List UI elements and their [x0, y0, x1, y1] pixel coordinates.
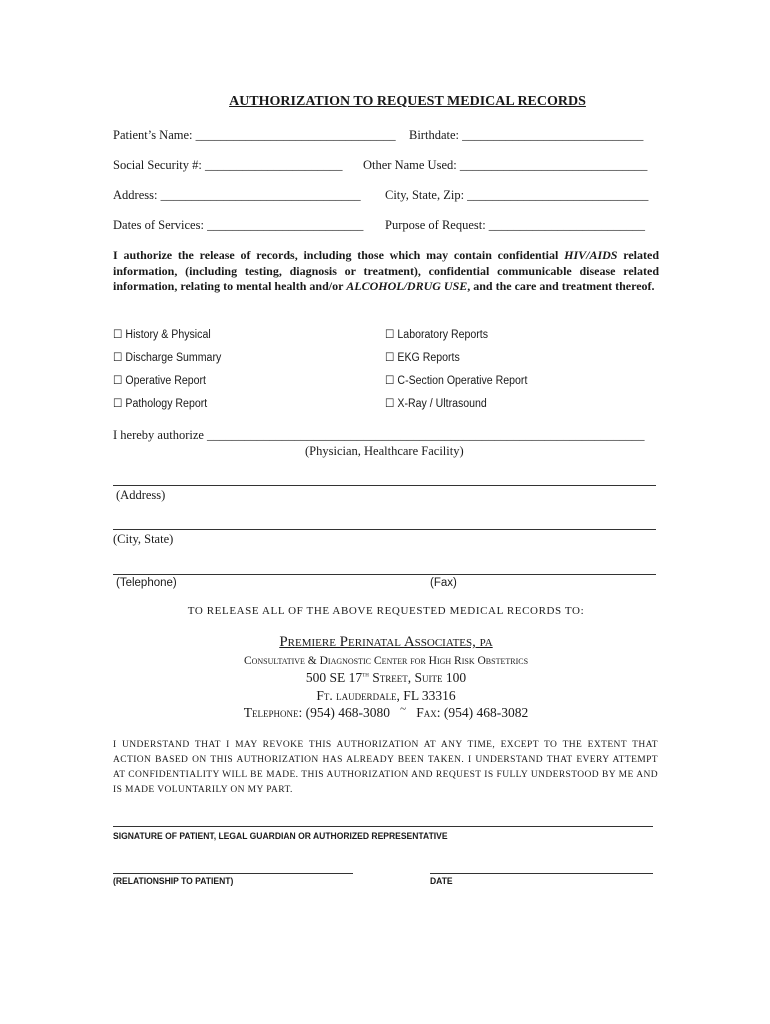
pathology-report-checkbox[interactable]: ☐ Pathology Report	[113, 398, 208, 410]
organization-telephone: Telephone: (954) 468-3080	[243, 705, 391, 720]
ssn-field[interactable]: Social Security #: ______________________	[113, 158, 343, 172]
discharge-summary-checkbox[interactable]: ☐ Discharge Summary	[113, 352, 222, 364]
ekg-reports-checkbox[interactable]: ☐ EKG Reports	[385, 352, 460, 364]
city-state-zip-field[interactable]: City, State, Zip: _____________________________	[385, 188, 649, 202]
address-line[interactable]	[113, 485, 656, 486]
organization-name: Premiere Perinatal Associates, pa	[279, 634, 493, 650]
address-caption: (Address)	[116, 488, 166, 502]
date-label: DATE	[430, 876, 453, 887]
street-suffix: th	[362, 670, 369, 679]
dates-of-services-field[interactable]: Dates of Services: _________________________	[113, 218, 364, 232]
auth-text-2: related information, (including testing, diagnosis or treatment), confidential communicable disease related information, relating to mental health and/or	[113, 248, 660, 293]
x-ray-ultrasound-checkbox[interactable]: ☐ X-Ray / Ultrasound	[385, 398, 487, 410]
organization-street	[0, 670, 770, 686]
birthdate-field[interactable]: Birthdate: _____________________________	[409, 128, 644, 142]
street-name: Street, Suite 100	[368, 670, 467, 685]
signature-label: SIGNATURE OF PATIENT, LEGAL GUARDIAN OR AUTHORIZED REPRESENTATIVE	[113, 831, 448, 842]
release-to-heading: TO RELEASE ALL OF THE ABOVE REQUESTED MEDICAL RECORDS TO:	[187, 605, 585, 617]
operative-report-checkbox[interactable]: ☐ Operative Report	[113, 375, 206, 387]
patient-name-field[interactable]: Patient’s Name: ________________________________	[113, 128, 396, 142]
alcohol-drug-text: ALCOHOL/DRUG USE	[346, 279, 468, 293]
form-title: AUTHORIZATION TO REQUEST MEDICAL RECORDS	[229, 94, 586, 109]
hiv-aids-text: HIV/AIDS	[564, 248, 618, 262]
street-number: 500 SE 17	[305, 670, 363, 685]
separator-tilde: ~	[400, 703, 407, 715]
relationship-line[interactable]	[113, 873, 353, 874]
history-physical-checkbox[interactable]: ☐ History & Physical	[113, 329, 211, 341]
organization-fax: Fax: (954) 468-3082	[416, 705, 529, 720]
auth-text-1: I authorize the release of records, including those which may contain confidential	[113, 248, 565, 262]
c-section-report-checkbox[interactable]: ☐ C-Section Operative Report	[385, 375, 528, 387]
signature-line[interactable]	[113, 826, 653, 827]
relationship-label: (RELATIONSHIP TO PATIENT)	[113, 876, 234, 887]
telephone-caption: (Telephone)	[116, 577, 177, 589]
phone-fax-line[interactable]	[113, 574, 656, 575]
city-state-caption: (City, State)	[113, 532, 174, 546]
authorization-paragraph	[113, 248, 659, 295]
authorize-field[interactable]: I hereby authorize ______________________________________________________________________	[113, 428, 645, 442]
fax-caption: (Fax)	[430, 577, 457, 589]
organization-contact	[0, 705, 770, 721]
date-line[interactable]	[430, 873, 653, 874]
auth-text-3: , and the care and treatment thereof.	[467, 279, 655, 293]
address-field[interactable]: Address: ________________________________	[113, 188, 361, 202]
organization-city: Ft. lauderdale, FL 33316	[316, 688, 456, 703]
physician-caption: (Physician, Healthcare Facility)	[305, 444, 464, 458]
laboratory-reports-checkbox[interactable]: ☐ Laboratory Reports	[385, 329, 488, 341]
consent-text: I UNDERSTAND THAT I MAY REVOKE THIS AUTHORIZATION AT ANY TIME, EXCEPT TO THE EXTENT THAT ACTION BASED ON THIS AUTHORIZATION HAS ALREADY BEEN TAKEN. I UNDERSTAND THAT EVERY ATTEMPT AT CONFIDENTIALITY WILL BE MADE. THIS AUTHORIZATION AND REQUEST IS FULLY UNDERSTOOD BY ME AND IS MADE VOLUNTARILY ON MY PART.	[113, 740, 658, 795]
city-state-line[interactable]	[113, 529, 656, 530]
other-name-field[interactable]: Other Name Used: ______________________________	[363, 158, 648, 172]
organization-subtitle: Consultative & Diagnostic Center for High Risk Obstetrics	[243, 655, 529, 667]
purpose-field[interactable]: Purpose of Request: _________________________	[385, 218, 646, 232]
